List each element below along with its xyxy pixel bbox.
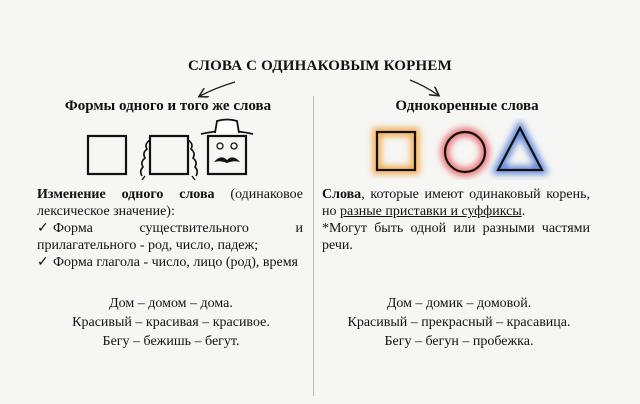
check-icon: ✓ xyxy=(37,255,49,270)
right-examples xyxy=(314,294,604,351)
glowing-circle-icon xyxy=(445,132,485,172)
right-def-rest: , которые имеют одинаковый корень, но xyxy=(322,187,590,219)
right-def-end: . xyxy=(521,204,526,219)
forms-illustration xyxy=(84,118,254,180)
hat-square-icon xyxy=(201,120,253,175)
braided-square-icon xyxy=(141,136,198,180)
check-icon: ✓ xyxy=(37,221,49,236)
left-bullet-2-text: Форма глагола - число, лицо (род), время xyxy=(53,255,298,270)
arrow-left xyxy=(200,82,235,96)
glowing-square-icon xyxy=(377,132,415,170)
shapes-illustration xyxy=(365,118,575,180)
left-intro-bold: Изменение одного слова xyxy=(37,187,215,202)
right-description xyxy=(322,186,590,254)
right-example: Красивый – прекрасный – красавица. xyxy=(347,315,571,330)
right-example: Дом – домик – домовой. xyxy=(386,296,532,311)
left-description xyxy=(37,186,303,271)
right-heading: Однокоренные слова xyxy=(395,98,539,114)
arrow-right xyxy=(410,80,438,95)
plain-square-icon xyxy=(88,136,126,174)
left-example: Бегу – бежишь – бегут. xyxy=(102,334,240,349)
left-example: Дом – домом – дома. xyxy=(109,296,233,311)
left-heading: Формы одного и того же слова xyxy=(64,98,272,114)
diagram-title: СЛОВА С ОДИНАКОВЫМ КОРНЕМ xyxy=(188,58,452,74)
glowing-triangle-icon xyxy=(498,128,542,170)
left-bullet-1 xyxy=(37,220,303,254)
left-intro-rest: (одинаковое лексическое значение): xyxy=(37,187,303,219)
left-bullet-1-text: Форма существительного и прилагательного - род, число, падеж; xyxy=(37,221,303,253)
left-examples xyxy=(28,294,314,351)
right-example: Бегу – бегун – пробежка. xyxy=(384,334,534,349)
right-def-bold: Слова xyxy=(322,187,362,202)
column-divider xyxy=(313,96,314,396)
right-note: *Могут быть одной или разными частями речи. xyxy=(322,221,590,253)
right-def-underlined: разные приставки и суффиксы xyxy=(340,204,522,219)
left-bullet-2 xyxy=(37,254,303,271)
left-example: Красивый – красивая – красивое. xyxy=(72,315,270,330)
